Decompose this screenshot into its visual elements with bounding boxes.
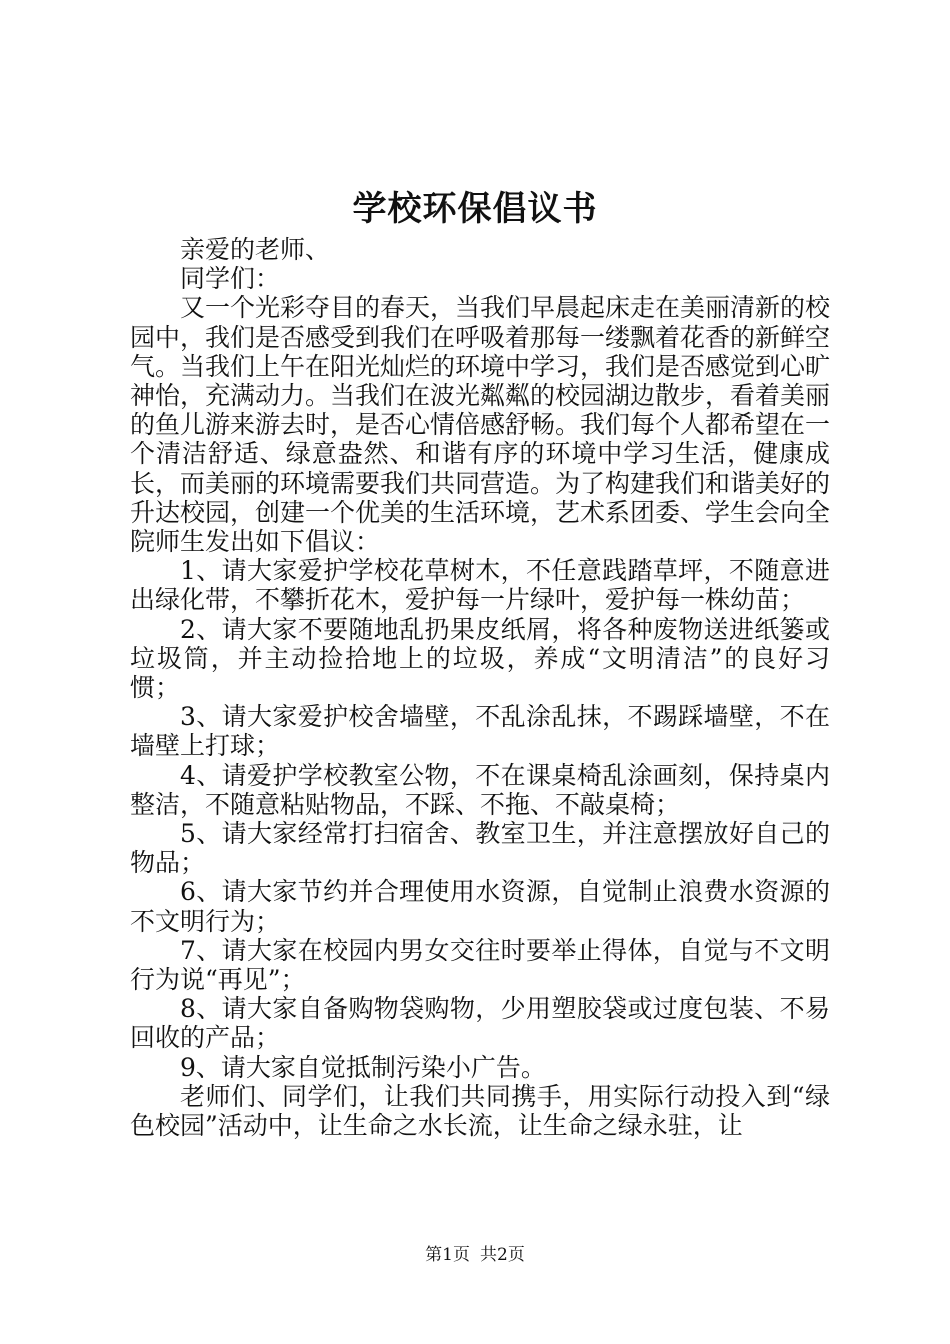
proposal-item-1: 1、请大家爱护学校花草树木，不任意践踏草坪，不随意进出绿化带，不攀折花木，爱护每一片绿叶，爱护每一株幼苗； [130,556,830,615]
page-footer [0,1244,950,1266]
intro-paragraph: 又一个光彩夺目的春天，当我们早晨起床走在美丽清新的校园中，我们是否感受到我们在呼吸着那每一缕飘着花香的新鲜空气。当我们上午在阳光灿烂的环境中学习，我们是否感觉到心旷神怡，充满动力。当我们在波光粼粼的校园湖边散步，看着美丽的鱼儿游来游去时，是否心情倍感舒畅。我们每个人都希望在一个清洁舒适、绿意盎然、和谐有序的环境中学习生活，健康成长，而美丽的环境需要我们共同营造。为了构建我们和谐美好的升达校园，创建一个优美的生活环境，艺术系团委、学生会向全院师生发出如下倡议： [130,293,831,557]
salutation-line-2: 同学们： [180,264,281,294]
page-total: 共2页 [480,1245,525,1265]
proposal-item-5: 5、请大家经常打扫宿舍、教室卫生，并注意摆放好自己的物品； [130,819,830,878]
proposal-item-4: 4、请爱护学校教室公物，不在课桌椅乱涂画刻，保持桌内整洁，不随意粘贴物品，不踩、不拖、不敲桌椅； [130,760,830,819]
document-body [130,235,830,1140]
proposal-item-6: 6、请大家节约并合理使用水资源，自觉制止浪费水资源的不文明行为； [130,877,830,936]
document-title: 学校环保倡议书 [352,189,598,229]
proposal-item-7: 7、请大家在校园内男女交往时要举止得体，自觉与不文明行为说“再见”； [130,935,830,995]
proposal-item-9: 9、请大家自觉抵制污染小广告。 [180,1052,546,1082]
proposal-item-2: 2、请大家不要随地乱扔果皮纸屑，将各种废物送进纸篓或垃圾筒，并主动捡拾地上的垃圾，养成“文明清洁”的良好习惯； [130,614,830,703]
closing-paragraph: 老师们、同学们，让我们共同携手，用实际行动投入到“绿色校园”活动中，让生命之水长流，让生命之绿永驻，让 [130,1081,830,1141]
proposal-item-8: 8、请大家自备购物袋购物，少用塑胶袋或过度包装、不易回收的产品； [130,994,830,1053]
salutation-line-1: 亲爱的老师、 [180,235,331,264]
page-number: 第1页 [425,1245,470,1265]
proposal-item-3: 3、请大家爱护校舍墙壁，不乱涂乱抹，不踢踩墙壁，不在墙壁上打球； [130,702,830,761]
